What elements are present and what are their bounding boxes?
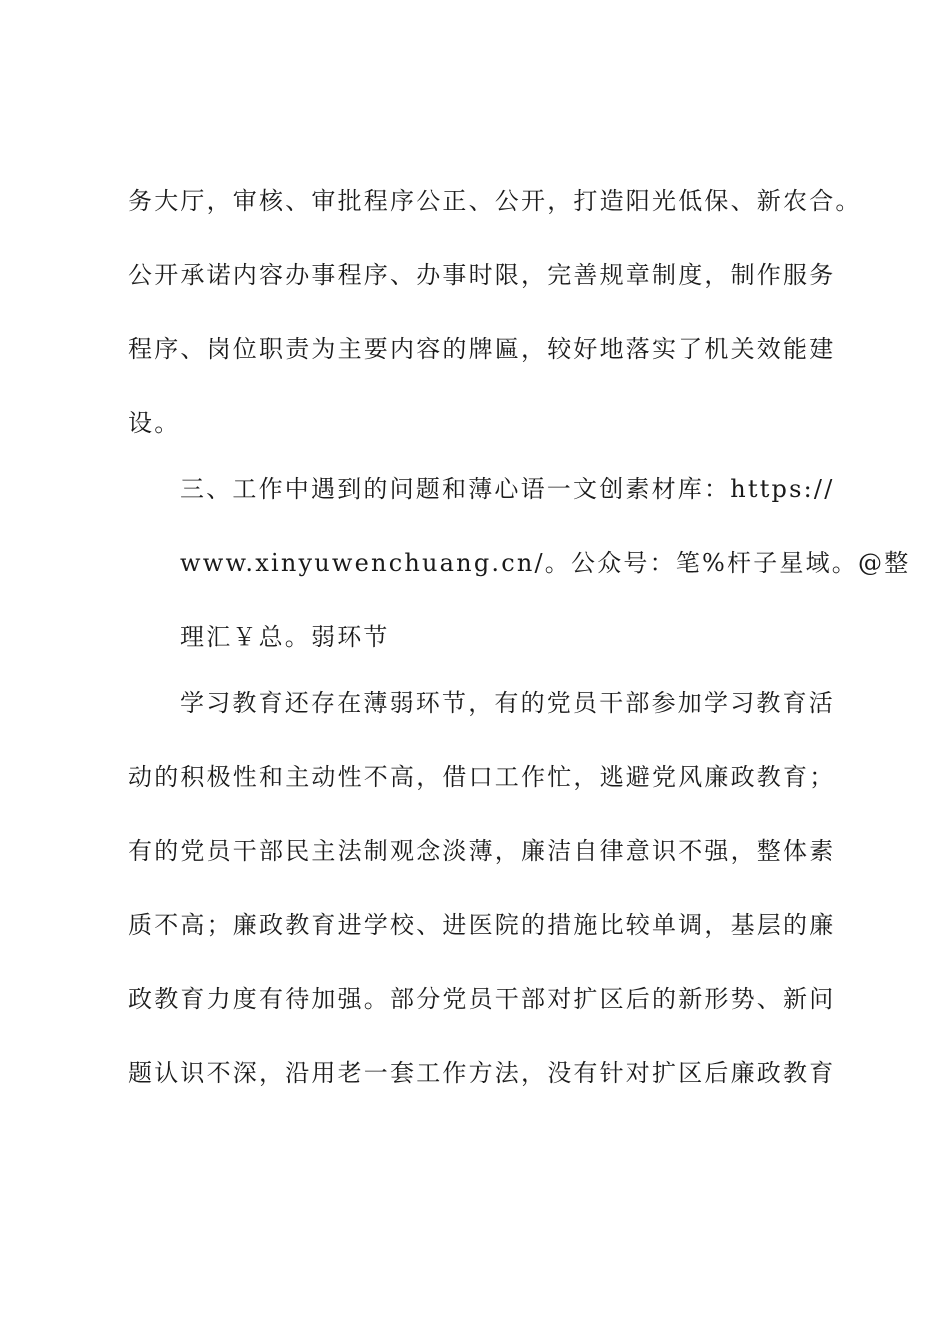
section-heading-line: www.xinyuwenchuang.cn/。公众号：笔%杆子星域。@整 — [180, 549, 911, 577]
paragraph-line: 公开承诺内容办事程序、办事时限，完善规章制度，制作服务 — [128, 261, 836, 289]
paragraph-line: 质不高；廉政教育进学校、进医院的措施比较单调，基层的廉 — [128, 911, 836, 939]
paragraph-line: 设。 — [128, 409, 181, 437]
paragraph-line: 学习教育还存在薄弱环节，有的党员干部参加学习教育活 — [180, 689, 835, 717]
paragraph-line: 有的党员干部民主法制观念淡薄，廉洁自律意识不强，整体素 — [128, 837, 836, 865]
paragraph-line: 政教育力度有待加强。部分党员干部对扩区后的新形势、新问 — [128, 985, 836, 1013]
paragraph-line: 题认识不深，沿用老一套工作方法，没有针对扩区后廉政教育 — [128, 1059, 836, 1087]
paragraph-line: 程序、岗位职责为主要内容的牌匾，较好地落实了机关效能建 — [128, 335, 836, 363]
section-heading-line: 三、工作中遇到的问题和薄心语一文创素材库：https:// — [180, 475, 835, 503]
paragraph-line: 务大厅，审核、审批程序公正、公开，打造阳光低保、新农合。 — [128, 187, 862, 215]
section-heading-line: 理汇￥总。弱环节 — [180, 623, 390, 651]
paragraph-line: 动的积极性和主动性不高，借口工作忙，逃避党风廉政教育； — [128, 763, 836, 791]
